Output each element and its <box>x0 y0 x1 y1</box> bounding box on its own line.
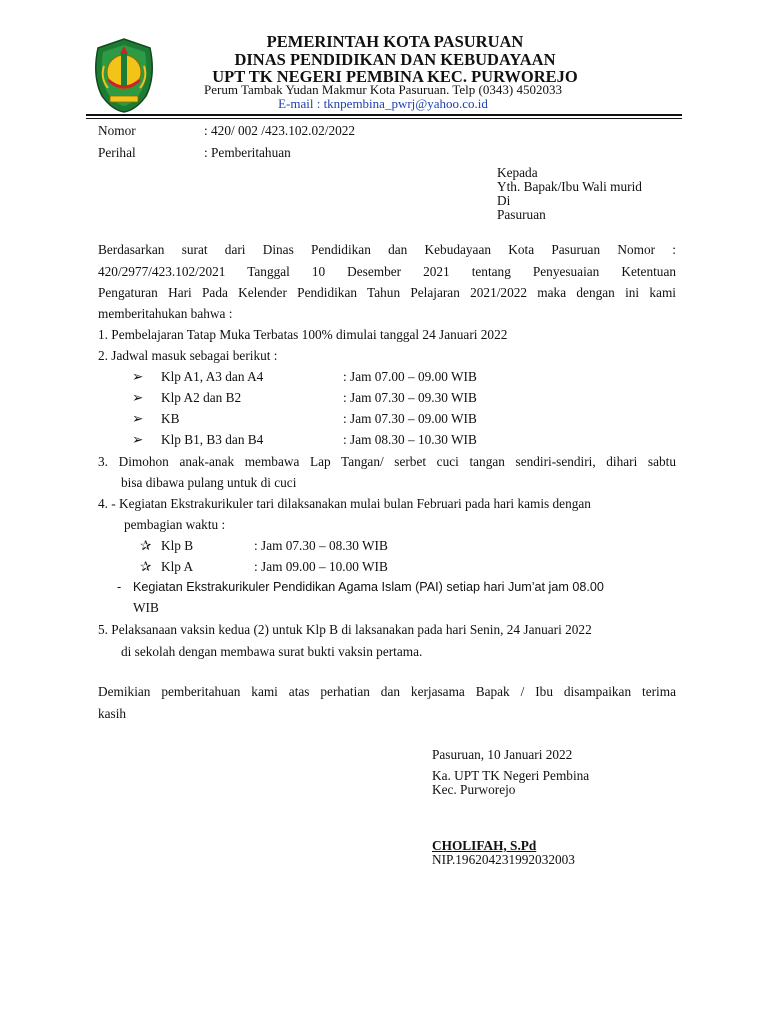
item-2: 2. Jadwal masuk sebagai berikut : <box>98 348 278 363</box>
schedule-group: Klp A1, A3 dan A4 <box>161 369 264 384</box>
closing-line-2: kasih <box>98 706 127 721</box>
item-5-line-1: 5. Pelaksanaan vaksin kedua (2) untuk Klp B di laksanakan pada hari Senin, 24 Januari 2022 <box>98 622 592 637</box>
intro-line-3: Pengaturan Hari Pada Kelender Pendidikan Tahun Pelajaran 2021/2022 maka dengan ini kami <box>98 285 676 300</box>
letterhead-government: PEMERINTAH KOTA PASURUAN <box>266 32 524 51</box>
signature-title-1: Ka. UPT TK Negeri Pembina <box>432 768 590 783</box>
schedule-time: : Jam 07.00 – 09.00 WIB <box>343 369 477 384</box>
tari-group: Klp B <box>161 538 194 553</box>
schedule-time: : Jam 08.30 – 10.30 WIB <box>343 432 477 447</box>
arrow-bullet-icon: ➢ <box>132 369 144 384</box>
tari-time: : Jam 09.00 – 10.00 WIB <box>254 559 388 574</box>
perihal-value: : Pemberitahuan <box>204 145 291 160</box>
city-emblem-icon <box>88 36 160 114</box>
letterhead-email: E-mail : tknpembina_pwrj@yahoo.co.id <box>278 96 488 111</box>
signatory-nip: NIP.196204231992032003 <box>432 852 575 867</box>
pai-dash: - <box>117 580 122 594</box>
tari-time: : Jam 07.30 – 08.30 WIB <box>254 538 388 553</box>
intro-line-4: memberitahukan bahwa : <box>98 306 233 321</box>
arrow-bullet-icon: ➢ <box>132 432 144 447</box>
signature-place-date: Pasuruan, 10 Januari 2022 <box>432 747 573 762</box>
closing-line-1: Demikian pemberitahuan kami atas perhatian dan kerjasama Bapak / Ibu disampaikan terima <box>98 684 676 699</box>
schedule-time: : Jam 07.30 – 09.00 WIB <box>343 411 477 426</box>
signature-title-2: Kec. Purworejo <box>432 782 516 797</box>
nomor-value: : 420/ 002 /423.102.02/2022 <box>204 123 356 138</box>
recipient-di: Di <box>497 193 511 208</box>
item-4-line-2: pembagian waktu : <box>124 517 226 532</box>
tari-group: Klp A <box>161 559 194 574</box>
item-3-line-2: bisa dibawa pulang untuk di cuci <box>121 475 297 490</box>
star-bullet-icon: ✰ <box>140 559 152 574</box>
header-divider-thin <box>86 118 682 119</box>
recipient-kepada: Kepada <box>497 165 538 180</box>
recipient-name: Yth. Bapak/Ibu Wali murid <box>497 179 642 194</box>
recipient-city: Pasuruan <box>497 207 546 222</box>
letterhead-agency: DINAS PENDIDIKAN DAN KEBUDAYAAN <box>234 50 556 69</box>
pai-line-1: Kegiatan Ekstrakurikuler Pendidikan Agama Islam (PAI) setiap hari Jum’at jam 08.00 <box>133 580 604 594</box>
perihal-label: Perihal <box>98 145 136 160</box>
item-3-line-1: 3. Dimohon anak-anak membawa Lap Tangan/ serbet cuci tangan sendiri-sendiri, dihari sabtu <box>98 454 676 469</box>
intro-line-2: 420/2977/423.102/2021 Tanggal 10 Desember 2021 tentang Penyesuaian Ketentuan <box>98 264 676 279</box>
signatory-name: CHOLIFAH, S.Pd <box>432 838 537 853</box>
item-4-line-1: 4. - Kegiatan Ekstrakurikuler tari dilaksanakan mulai bulan Februari pada hari kamis dengan <box>98 496 591 511</box>
schedule-group: Klp B1, B3 dan B4 <box>161 432 264 447</box>
item-1: 1. Pembelajaran Tatap Muka Terbatas 100% dimulai tanggal 24 Januari 2022 <box>98 327 508 342</box>
arrow-bullet-icon: ➢ <box>132 390 144 405</box>
letterhead-address: Perum Tambak Yudan Makmur Kota Pasuruan. Telp (0343) 4502033 <box>204 82 562 97</box>
schedule-group: Klp A2 dan B2 <box>161 390 242 405</box>
letterhead-school: UPT TK NEGERI PEMBINA KEC. PURWOREJO <box>212 67 578 86</box>
nomor-label: Nomor <box>98 123 136 138</box>
arrow-bullet-icon: ➢ <box>132 411 144 426</box>
star-bullet-icon: ✰ <box>140 538 152 553</box>
intro-line-1: Berdasarkan surat dari Dinas Pendidikan dan Kebudayaan Kota Pasuruan Nomor : <box>98 242 676 257</box>
schedule-group: KB <box>161 411 180 426</box>
item-5-line-2: di sekolah dengan membawa surat bukti vaksin pertama. <box>121 644 423 659</box>
header-divider-thick <box>86 114 682 116</box>
schedule-time: : Jam 07.30 – 09.30 WIB <box>343 390 477 405</box>
pai-line-2: WIB <box>133 600 159 615</box>
